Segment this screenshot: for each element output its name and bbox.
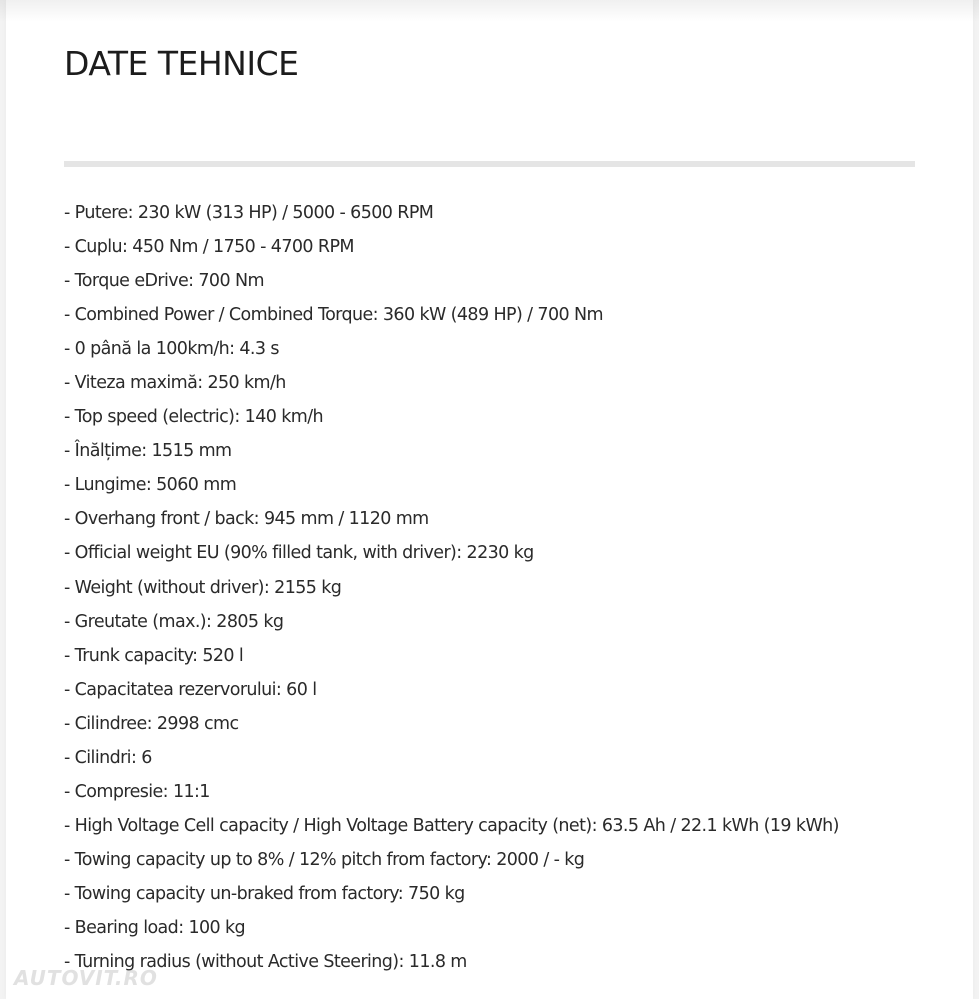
spec-item: - Torque eDrive: 700 Nm	[64, 271, 264, 292]
spec-item: - Înălțime: 1515 mm	[64, 441, 232, 462]
spec-item: - Trunk capacity: 520 l	[64, 645, 244, 666]
page-title: DATE TEHNICE	[64, 44, 299, 83]
spec-item: - Viteza maximă: 250 km/h	[64, 373, 286, 394]
spec-item: - Cilindree: 2998 cmc	[64, 713, 239, 734]
spec-item: - Capacitatea rezervorului: 60 l	[64, 679, 317, 700]
spec-item: - Compresie: 11:1	[64, 781, 210, 802]
spec-item: - Cuplu: 450 Nm / 1750 - 4700 RPM	[64, 237, 354, 258]
spec-item: - Putere: 230 kW (313 HP) / 5000 - 6500 RPM	[64, 203, 434, 223]
section-divider	[64, 161, 915, 167]
spec-item: - Turning radius (without Active Steering): 11.8 m	[64, 952, 467, 973]
spec-item: - 0 până la 100km/h: 4.3 s	[64, 339, 279, 360]
spec-item: - Greutate (max.): 2805 kg	[64, 611, 284, 632]
spec-item: - Official weight EU (90% filled tank, with driver): 2230 kg	[64, 543, 534, 564]
spec-item: - Cilindri: 6	[64, 747, 152, 768]
spec-item: - Top speed (electric): 140 km/h	[64, 407, 324, 428]
watermark-logo: AUTOVIT.RO	[14, 966, 158, 990]
spec-sheet	[6, 0, 973, 999]
spec-item: - Bearing load: 100 kg	[64, 917, 246, 938]
spec-item: - Overhang front / back: 945 mm / 1120 mm	[64, 509, 429, 530]
spec-item: - Towing capacity un-braked from factory: 750 kg	[64, 883, 465, 904]
spec-item: - High Voltage Cell capacity / High Voltage Battery capacity (net): 63.5 Ah / 22.1 kWh (19 kWh)	[64, 815, 839, 836]
spec-list	[64, 196, 839, 979]
spec-item: - Lungime: 5060 mm	[64, 475, 237, 496]
spec-item: - Weight (without driver): 2155 kg	[64, 577, 342, 598]
spec-item: - Combined Power / Combined Torque: 360 kW (489 HP) / 700 Nm	[64, 305, 603, 326]
spec-item: - Towing capacity up to 8% / 12% pitch from factory: 2000 / - kg	[64, 849, 585, 870]
